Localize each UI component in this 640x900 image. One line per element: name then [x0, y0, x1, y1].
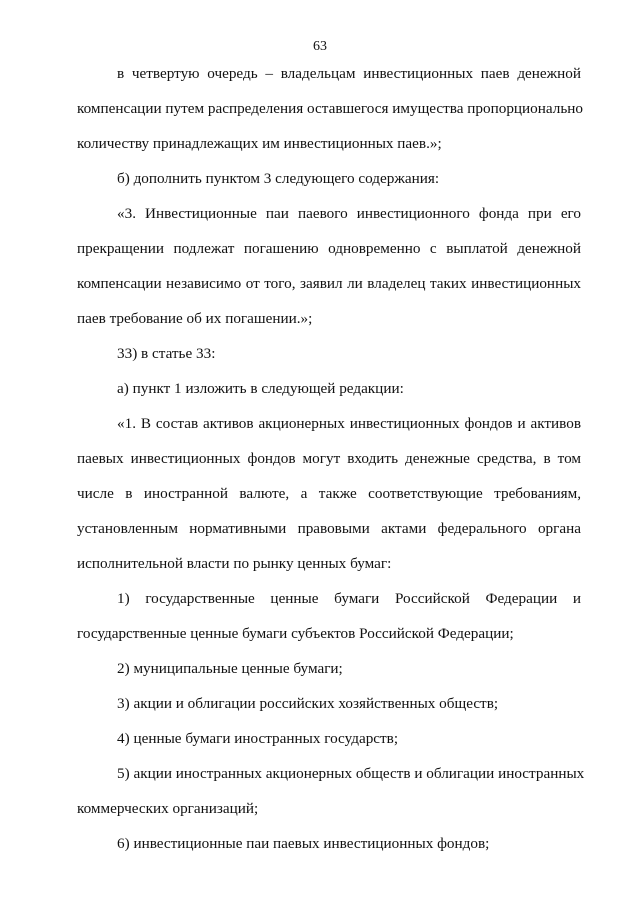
text-line: установленным нормативными правовыми актами федерального органа — [77, 520, 581, 537]
page-number: 63 — [313, 39, 327, 54]
text-line: числе в иностранной валюте, а также соответствующие требованиям, — [77, 485, 581, 502]
text-line: а) пункт 1 изложить в следующей редакции: — [117, 380, 404, 397]
text-line: паевых инвестиционных фондов могут входить денежные средства, в том — [77, 450, 581, 467]
text-line: компенсации путем распределения оставшегося имущества пропорционально — [77, 100, 584, 117]
text-line: 4) ценные бумаги иностранных государств; — [117, 730, 399, 747]
text-line: б) дополнить пунктом 3 следующего содержания: — [117, 170, 440, 187]
text-line: 2) муниципальные ценные бумаги; — [117, 660, 343, 677]
text-line: паев требование об их погашении.»; — [77, 310, 313, 327]
text-line: 1) государственные ценные бумаги Российской Федерации и — [117, 590, 581, 607]
text-line: государственные ценные бумаги субъектов Российской Федерации; — [77, 625, 514, 642]
text-line: 3) акции и облигации российских хозяйственных обществ; — [117, 695, 499, 712]
text-line: прекращении подлежат погашению одновременно с выплатой денежной — [77, 240, 581, 257]
text-line: 5) акции иностранных акционерных обществ и облигации иностранных — [117, 765, 585, 782]
text-line: в четвертую очередь – владельцам инвестиционных паев денежной — [117, 65, 581, 82]
text-line: 33) в статье 33: — [117, 345, 216, 362]
text-line: «1. В состав активов акционерных инвестиционных фондов и активов — [117, 415, 581, 432]
text-line: компенсации независимо от того, заявил ли владелец таких инвестиционных — [77, 275, 581, 292]
text-line: 6) инвестиционные паи паевых инвестиционных фондов; — [117, 835, 490, 852]
text-line: «3. Инвестиционные паи паевого инвестиционного фонда при его — [117, 205, 581, 222]
text-line: количеству принадлежащих им инвестиционных паев.»; — [77, 135, 442, 152]
text-line: исполнительной власти по рынку ценных бумаг: — [77, 555, 392, 572]
text-line: коммерческих организаций; — [77, 800, 259, 817]
